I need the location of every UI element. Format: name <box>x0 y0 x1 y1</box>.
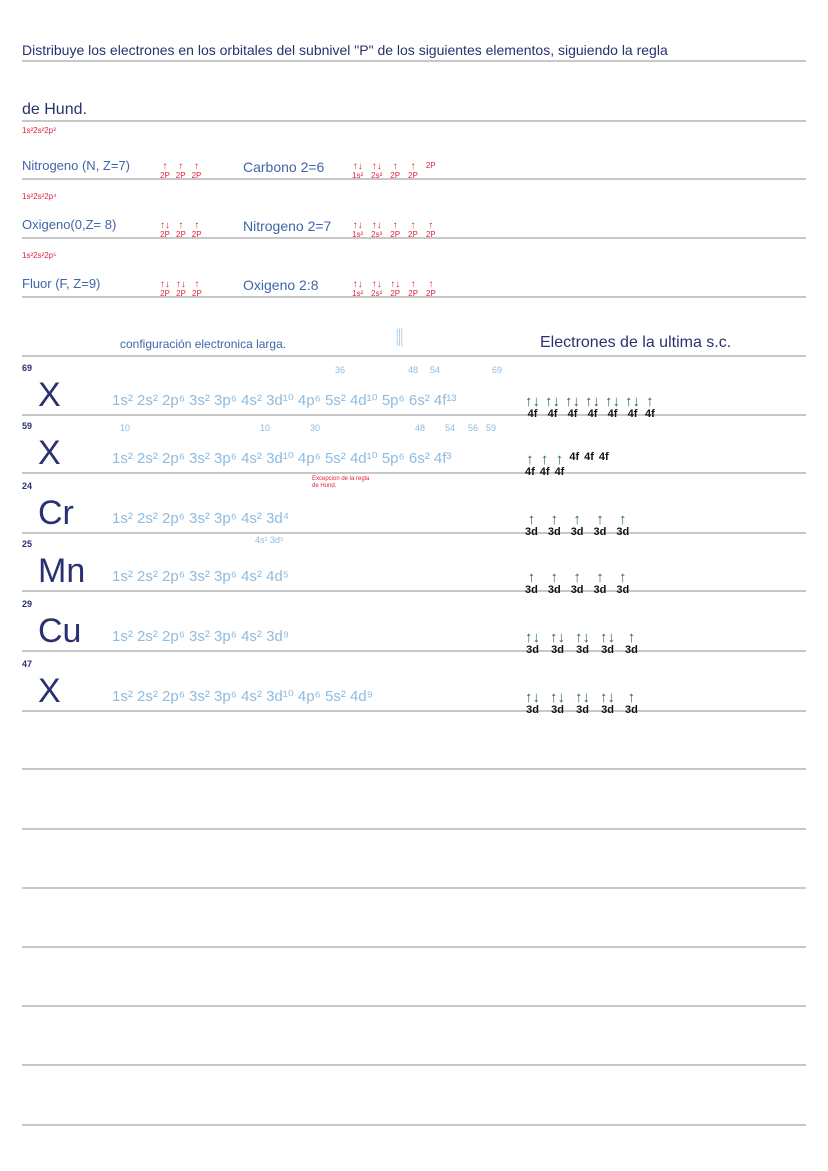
orbital-label: 4f <box>525 466 535 478</box>
electron-arrows: ↑ <box>627 689 636 706</box>
orbital-box <box>390 280 400 298</box>
electron-arrows: ↑↓ <box>625 393 640 410</box>
orbital-box <box>525 690 540 716</box>
orbital-box <box>545 394 560 420</box>
orbital-box <box>599 452 609 478</box>
atomic-number: 69 <box>22 363 33 373</box>
ruled-line <box>22 1005 806 1007</box>
electron-arrows: ↑ <box>194 279 200 290</box>
orbital-box <box>594 512 607 538</box>
orbital-box <box>408 221 418 239</box>
orbital-box <box>160 221 170 239</box>
ruled-line <box>22 590 806 592</box>
orbital-box <box>569 452 579 478</box>
orbital-box <box>525 512 538 538</box>
orbital-box <box>594 570 607 596</box>
alt-config: 4s¹ 3d⁵ <box>255 535 284 545</box>
orbital-label: 2P <box>176 289 186 298</box>
instruction-line-2: de Hund. <box>22 101 87 118</box>
orbital-label: 3d <box>576 644 589 656</box>
electron-config: 1s² 2s² 2p⁶ 3s² 3p⁶ 4s² 3d¹⁰ 4p⁶ 5s² 4d¹⁰ 5p⁶ 6s² 4f¹³ <box>112 392 457 409</box>
orbital-label: 3d <box>601 704 614 716</box>
element-label: Fluor (F, Z=9) <box>22 276 101 291</box>
electron-config: 1s² 2s² 2p⁶ 3s² 3p⁶ 4s² 3d¹⁰ 4p⁶ 5s² 4d¹⁰ 5p⁶ 6s² 4f³ <box>112 450 452 467</box>
ruled-line <box>22 887 806 889</box>
orbital-label: 3d <box>576 704 589 716</box>
orbital-box <box>525 452 535 478</box>
electron-arrows: ↑ <box>619 511 627 528</box>
orbital-box <box>548 570 561 596</box>
orbital-box <box>555 452 565 478</box>
electron-arrows: ↑ <box>573 511 581 528</box>
orbital-box <box>426 162 436 180</box>
orbital-box <box>352 280 363 298</box>
orbital-box <box>371 280 382 298</box>
config-note: 1s²2s²2p³ <box>22 126 56 135</box>
element-label: Nitrogeno (N, Z=7) <box>22 158 131 173</box>
orbital-box <box>160 280 170 298</box>
orbital-diagram <box>352 221 436 239</box>
orbital-label: 4f <box>539 466 550 478</box>
electron-arrows: ↑ <box>573 569 581 586</box>
orbital-label: 2P <box>426 289 436 298</box>
electron-arrows: ↑↓ <box>371 161 382 172</box>
position-mark: 30 <box>310 423 321 433</box>
electron-arrows: ↑↓ <box>160 279 170 290</box>
electron-arrows: ↑ <box>627 629 636 646</box>
orbital-label: 2P <box>191 230 202 239</box>
electron-arrows: ↑ <box>428 220 434 231</box>
orbital-diagram <box>525 690 638 716</box>
orbital-label: 3d <box>547 526 561 538</box>
electron-arrows: ↑ <box>392 220 398 231</box>
orbital-label: 4f <box>584 451 594 463</box>
position-mark: 54 <box>430 365 441 375</box>
orbital-label: 2P <box>160 289 170 298</box>
electron-arrows: ↑↓ <box>525 689 540 706</box>
orbital-box <box>525 570 538 596</box>
orbital-label: 3d <box>547 584 561 596</box>
orbital-box <box>585 394 600 420</box>
electron-arrows: ↑↓ <box>176 279 186 290</box>
electron-arrows: ↑↓ <box>605 393 620 410</box>
orbital-box <box>192 162 202 180</box>
tally-marks: ||| ||| <box>396 327 404 346</box>
electron-arrows: ↑↓ <box>575 629 590 646</box>
electron-arrows: ↑ <box>410 279 416 290</box>
orbital-box <box>352 162 363 180</box>
electron-arrows: ↑ <box>555 451 564 468</box>
electron-arrows: ↑↓ <box>352 161 363 172</box>
orbital-label: 4f <box>554 466 565 478</box>
orbital-label: 2P <box>192 289 202 298</box>
orbital-label: 1s² <box>352 289 364 298</box>
position-mark: 10 <box>260 423 271 433</box>
orbital-label: 2P <box>425 230 436 239</box>
orbital-box <box>584 452 594 478</box>
electron-arrows: ↑↓ <box>600 689 615 706</box>
orbital-label: 2P <box>160 230 170 239</box>
element-symbol: Cu <box>38 612 82 650</box>
orbital-label: 2P <box>408 289 419 298</box>
orbital-box <box>176 221 186 239</box>
ruled-line <box>22 532 806 534</box>
orbital-box <box>525 394 540 420</box>
ruled-line <box>22 414 806 416</box>
orbital-box <box>408 162 418 180</box>
electron-arrows: ↑↓ <box>371 279 382 290</box>
electron-arrows: ↑ <box>178 161 184 172</box>
orbital-box <box>548 512 561 538</box>
orbital-label: 3d <box>593 526 607 538</box>
electron-arrows: ↑ <box>646 393 654 410</box>
orbital-label: 2s² <box>371 171 383 180</box>
orbital-box <box>525 630 540 656</box>
orbital-diagram <box>160 162 201 180</box>
position-mark: 69 <box>492 365 503 375</box>
element-symbol: X <box>38 672 61 710</box>
electron-arrows: ↑↓ <box>550 629 565 646</box>
orbital-diagram <box>525 512 629 538</box>
atomic-number: 29 <box>22 599 33 609</box>
atomic-number: 24 <box>22 481 33 491</box>
orbital-label: 3d <box>526 704 539 716</box>
electron-arrows: ↑↓ <box>525 629 540 646</box>
electron-arrows: ↑↓ <box>565 393 580 410</box>
electron-arrows: ↑ <box>596 569 604 586</box>
electron-arrows: ↑↓ <box>545 393 560 410</box>
orbital-box <box>550 630 565 656</box>
orbital-label: 4f <box>587 408 598 420</box>
position-mark: 54 <box>445 423 456 433</box>
instruction-line-1: Distribuye los electrones en los orbitales del subnivel "P" de los siguientes elementos, siguiendo la regla <box>22 42 668 58</box>
position-mark: 59 <box>486 423 497 433</box>
electron-arrows: ↑ <box>410 161 416 172</box>
electron-arrows: ↑↓ <box>352 220 363 231</box>
orbital-box <box>408 280 418 298</box>
orbital-box <box>571 570 584 596</box>
orbital-box <box>565 394 580 420</box>
ruled-line <box>22 60 806 62</box>
ruled-line <box>22 472 806 474</box>
orbital-box <box>600 690 615 716</box>
electron-arrows: ↑↓ <box>600 629 615 646</box>
electron-arrows: ↑ <box>540 451 549 468</box>
atomic-number: 47 <box>22 659 33 669</box>
orbital-label: 4f <box>527 408 538 420</box>
electron-config: 1s² 2s² 2p⁶ 3s² 3p⁶ 4s² 3d⁴ <box>112 510 290 527</box>
electron-arrows: ↑ <box>428 279 434 290</box>
orbital-label: 2P <box>160 171 170 180</box>
orbital-box <box>625 630 638 656</box>
orbital-box <box>371 162 382 180</box>
config-note: 1s²2s²2p⁴ <box>22 192 57 201</box>
orbital-label: 3d <box>551 644 564 656</box>
orbital-label: 1s² <box>352 171 364 180</box>
ruled-line <box>22 1124 806 1126</box>
orbital-label: 2P <box>390 289 401 298</box>
orbital-box <box>371 221 382 239</box>
orbital-diagram <box>525 452 609 478</box>
ruled-line <box>22 355 806 357</box>
orbital-label: 2P <box>425 161 436 170</box>
orbital-box <box>575 690 590 716</box>
element-label: Carbono 2=6 <box>243 159 325 175</box>
orbital-box <box>540 452 550 478</box>
orbital-diagram <box>525 394 655 420</box>
position-mark: 10 <box>120 423 131 433</box>
orbital-box <box>192 280 202 298</box>
ruled-line <box>22 768 806 770</box>
exception-note: Excepcion de la regla de Hund. <box>312 476 370 489</box>
long-config-title: configuración electronica larga. <box>120 337 287 351</box>
electron-config: 1s² 2s² 2p⁶ 3s² 3p⁶ 4s² 3d⁹ <box>112 628 290 645</box>
orbital-label: 2P <box>408 230 418 239</box>
ruled-line <box>22 1064 806 1066</box>
orbital-label: 4f <box>627 408 638 420</box>
orbital-label: 3d <box>616 526 630 538</box>
element-symbol: X <box>38 376 61 414</box>
orbital-label: 3d <box>570 526 584 538</box>
electron-arrows: ↑ <box>527 569 536 586</box>
orbital-label: 4f <box>569 451 580 463</box>
orbital-diagram <box>352 162 436 180</box>
orbital-label: 3d <box>570 584 584 596</box>
orbital-diagram <box>352 280 436 298</box>
orbital-label: 2s² <box>371 289 383 298</box>
orbital-diagram <box>525 570 629 596</box>
electron-arrows: ↑ <box>619 569 627 586</box>
orbital-label: 2P <box>390 171 401 180</box>
element-symbol: X <box>38 434 61 472</box>
orbital-box <box>352 221 363 239</box>
orbital-box <box>645 394 655 420</box>
config-note: 1s²2s²2p⁵ <box>22 251 57 260</box>
atomic-number: 59 <box>22 421 33 431</box>
ruled-line <box>22 120 806 122</box>
orbital-diagram <box>160 221 202 239</box>
electron-arrows: ↑ <box>193 161 199 172</box>
electron-arrows: ↑ <box>596 511 604 528</box>
orbital-diagram <box>525 630 638 656</box>
orbital-box <box>160 162 170 180</box>
element-label: Oxigeno 2:8 <box>243 277 319 293</box>
orbital-box <box>605 394 620 420</box>
element-label: Nitrogeno 2=7 <box>243 218 332 234</box>
orbital-label: 3d <box>625 704 638 716</box>
orbital-label: 4f <box>547 408 558 420</box>
ruled-line <box>22 650 806 652</box>
electron-arrows: ↑ <box>392 161 398 172</box>
ruled-line <box>22 710 806 712</box>
orbital-diagram <box>160 280 202 298</box>
position-mark: 48 <box>415 423 426 433</box>
ruled-line <box>22 828 806 830</box>
orbital-box <box>575 630 590 656</box>
orbital-box <box>550 690 565 716</box>
electron-arrows: ↑ <box>526 451 534 468</box>
orbital-label: 3d <box>526 644 539 656</box>
orbital-label: 4f <box>607 408 618 420</box>
orbital-label: 3d <box>525 584 538 596</box>
electron-arrows: ↑ <box>550 511 559 528</box>
orbital-label: 2P <box>390 230 401 239</box>
orbital-box <box>176 162 186 180</box>
electron-config: 1s² 2s² 2p⁶ 3s² 3p⁶ 4s² 4d⁵ <box>112 568 289 585</box>
orbital-label: 4f <box>567 408 578 420</box>
orbital-label: 2P <box>191 171 202 180</box>
orbital-label: 3d <box>593 584 607 596</box>
orbital-label: 2P <box>176 230 186 239</box>
orbital-box <box>426 221 436 239</box>
orbital-label: 3d <box>616 584 630 596</box>
electron-arrows: ↑↓ <box>525 393 540 410</box>
orbital-label: 4f <box>598 451 609 463</box>
last-shell-title: Electrones de la ultima s.c. <box>540 334 732 351</box>
orbital-box <box>616 570 629 596</box>
electron-arrows: ↑ <box>410 220 416 231</box>
orbital-box <box>571 512 584 538</box>
orbital-box <box>625 394 640 420</box>
orbital-box <box>176 280 186 298</box>
electron-arrows: ↑ <box>162 161 168 172</box>
orbital-label: 2s² <box>371 230 383 239</box>
electron-arrows: ↑ <box>550 569 559 586</box>
orbital-label: 3d <box>525 526 538 538</box>
element-symbol: Mn <box>38 552 86 590</box>
electron-arrows: ↑↓ <box>575 689 590 706</box>
orbital-label: 3d <box>601 644 614 656</box>
atomic-number: 25 <box>22 539 33 549</box>
electron-arrows: ↑↓ <box>160 220 170 231</box>
electron-arrows: ↑ <box>527 511 536 528</box>
electron-arrows: ↑↓ <box>585 393 600 410</box>
ruled-line <box>22 946 806 948</box>
electron-arrows: ↑↓ <box>371 220 382 231</box>
orbital-label: 1s² <box>352 230 364 239</box>
electron-arrows: ↑↓ <box>352 279 363 290</box>
electron-arrows: ↑↓ <box>390 279 401 290</box>
electron-config: 1s² 2s² 2p⁶ 3s² 3p⁶ 4s² 3d¹⁰ 4p⁶ 5s² 4d⁹ <box>112 688 374 705</box>
orbital-label: 3d <box>625 644 638 656</box>
element-symbol: Cr <box>38 494 74 532</box>
orbital-box <box>600 630 615 656</box>
orbital-box <box>390 162 400 180</box>
position-mark: 56 <box>468 423 479 433</box>
position-mark: 36 <box>335 365 346 375</box>
orbital-label: 2P <box>175 171 186 180</box>
electron-arrows: ↑ <box>178 220 184 231</box>
orbital-label: 3d <box>551 704 564 716</box>
orbital-label: 4f <box>645 408 655 420</box>
element-label: Oxigeno(0,Z= 8) <box>22 217 117 232</box>
orbital-label: 2P <box>408 171 418 180</box>
electron-arrows: ↑ <box>194 220 200 231</box>
position-mark: 48 <box>408 365 419 375</box>
orbital-box <box>625 690 638 716</box>
orbital-box <box>192 221 202 239</box>
orbital-box <box>616 512 629 538</box>
orbital-box <box>426 280 436 298</box>
orbital-box <box>390 221 400 239</box>
electron-arrows: ↑↓ <box>550 689 565 706</box>
